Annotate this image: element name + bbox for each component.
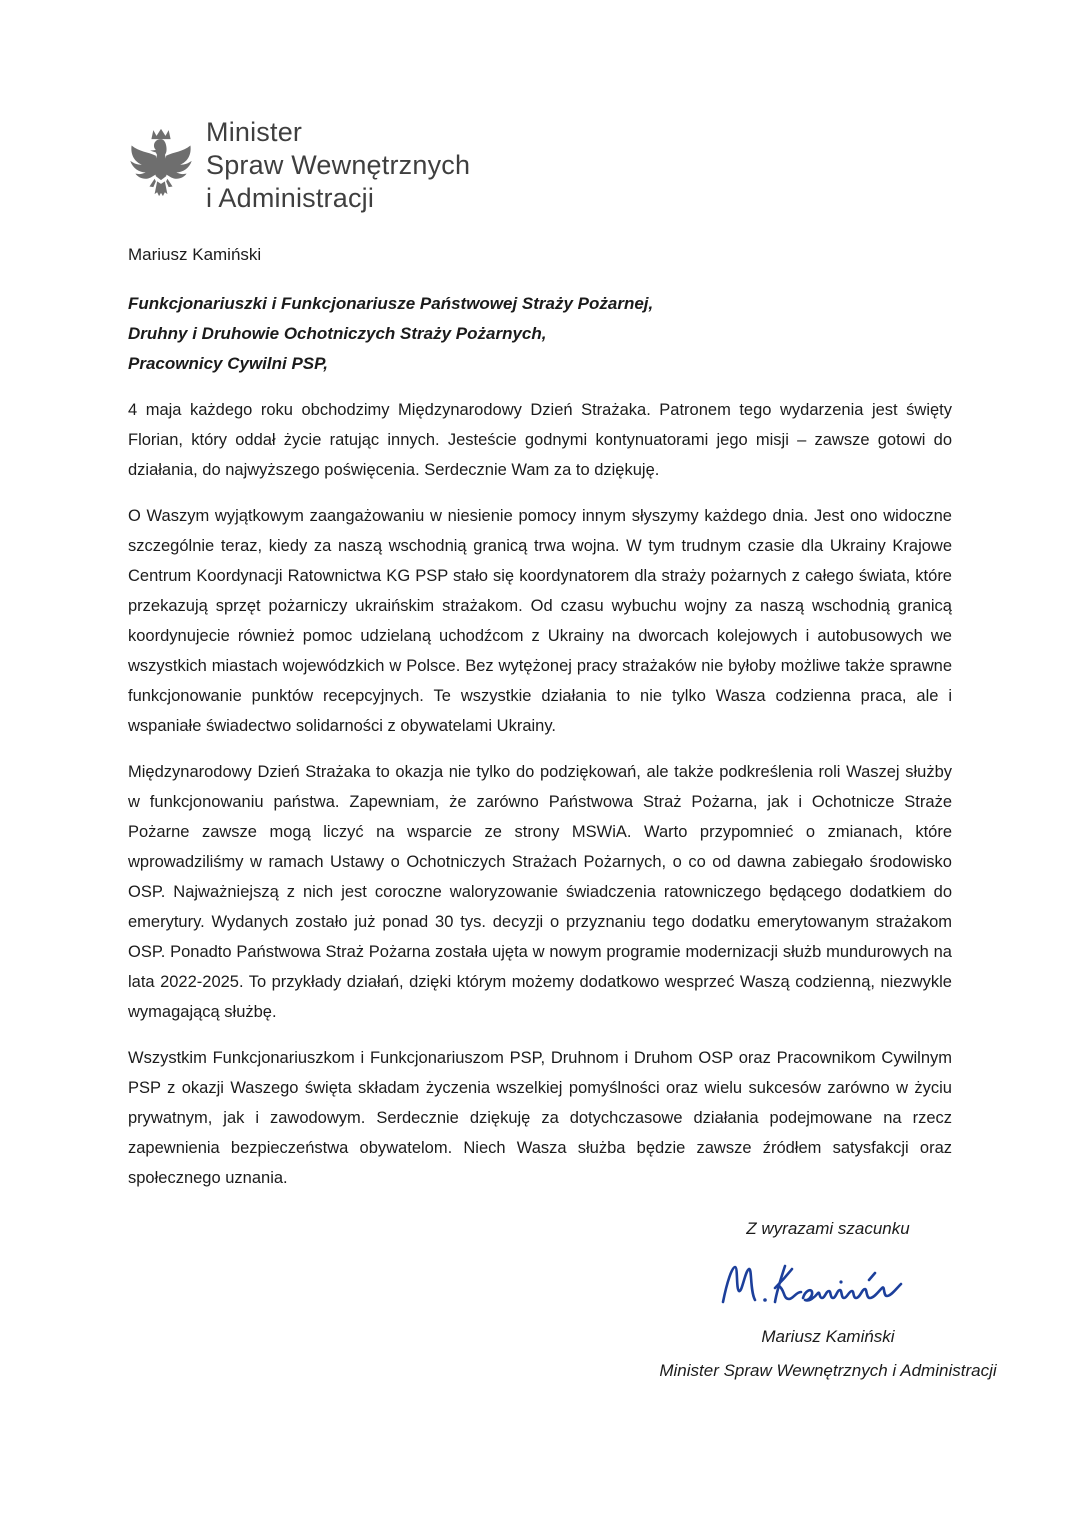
paragraph-4: Wszystkim Funkcjonariuszkom i Funkcjonariuszom PSP, Druhnom i Druhom OSP oraz Pracownikom Cywilnym PSP z okazji Waszego święta składam życzenia wszelkiej pomyślności oraz wielu sukcesów zarówno w życiu prywatnym, jak i zawodowym. Serdecznie dziękuję za dotychczasowe działania podejmowane na rzecz zapewnienia bezpieczeństwa obywatelom. Niech Wasza służba będzie zawsze źródłem satysfakcji oraz społecznego uznania. — [128, 1049, 952, 1187]
letterhead — [128, 116, 952, 215]
signer-title: Minister Spraw Wewnętrznych i Administracji — [659, 1361, 997, 1380]
paragraph-2: O Waszym wyjątkowym zaangażowaniu w niesienie pomocy innym słyszymy każdego dnia. Jest ono widoczne szczególnie teraz, kiedy za naszą wschodnią granicą trwa wojna. W tym trudnym czasie dla Ukrainy Krajowe Centrum Koordynacji Ratownictwa KG PSP stało się koordynatorem dla straży pożarnych z całego świata, które przekazują sprzęt pożarniczy ukraińskim strażakom. Od czasu wybuchu wojny za naszą wschodnią granicą koordynujecie również pomoc udzielaną uchodźcom z Ukrainy na dworcach kolejowych i autobusowych we wszystkich miastach wojewódzkich w Polsce. Bez wytężonej pracy strażaków nie byłoby możliwe także sprawne funkcjonowanie punktów recepcyjnych. Te wszystkie działania to nie tylko Wasza codzienna praca, ale i wspaniałe świadectwo solidarności z obywatelami Ukrainy. — [128, 507, 952, 735]
salutation-line-1: Funkcjonariuszki i Funkcjonariusze Państwowej Straży Pożarnej, — [128, 294, 654, 313]
salutation-line-2: Druhny i Druhowie Ochotniczych Straży Pożarnych, — [128, 324, 547, 343]
valediction: Z wyrazami szacunku — [746, 1219, 910, 1238]
ministry-name — [206, 116, 470, 215]
closing-block — [558, 1219, 1080, 1381]
salutation-line-3: Pracownicy Cywilni PSP, — [128, 354, 328, 373]
paragraph-3: Międzynarodowy Dzień Strażaka to okazja nie tylko do podziękowań, ale także podkreślenia roli Waszej służby w funkcjonowaniu państwa. Zapewniam, że zarówno Państwowa Straż Pożarna, jak i Ochotnicze Straże Pożarne zawsze mogą liczyć na wsparcie ze strony MSWiA. Warto przypomnieć o zmianach, które wprowadziliśmy w ramach Ustawy o Ochotniczych Strażach Pożarnych, o co od dawna zabiegało środowisko OSP. Najważniejszą z nich jest coroczne waloryzowanie świadczenia ratowniczego będącego dodatkiem do emerytury. Wydanych zostało już ponad 30 tys. decyzji o przyznaniu tego dodatku emerytowanym strażakom OSP. Ponadto Państwowa Straż Pożarna została ujęta w nowym programie modernizacji służb mundurowych na lata 2022-2025. To przykłady działań, dzięki którym możemy dodatkowo wesprzeć Waszą codzienną, niezwykle wymagającą służbę. — [128, 763, 952, 1021]
ministry-line-2: Spraw Wewnętrznych — [206, 150, 471, 180]
ministry-line-1: Minister — [206, 117, 303, 147]
handwritten-signature — [558, 1253, 1080, 1319]
paragraph-1: 4 maja każdego roku obchodzimy Międzynarodowy Dzień Strażaka. Patronem tego wydarzenia jest święty Florian, który oddał życie ratując innych. Jesteście godnymi kontynuatorami jego misji – zawsze gotowi do działania, do najwyższego poświęcenia. Serdecznie Wam za to dziękuję. — [128, 401, 952, 479]
sender-name: Mariusz Kamiński — [128, 245, 262, 264]
salutation — [128, 289, 952, 379]
ministry-line-3: i Administracji — [206, 183, 375, 213]
signer-name: Mariusz Kamiński — [761, 1327, 895, 1346]
polish-eagle-emblem-icon — [128, 124, 194, 208]
